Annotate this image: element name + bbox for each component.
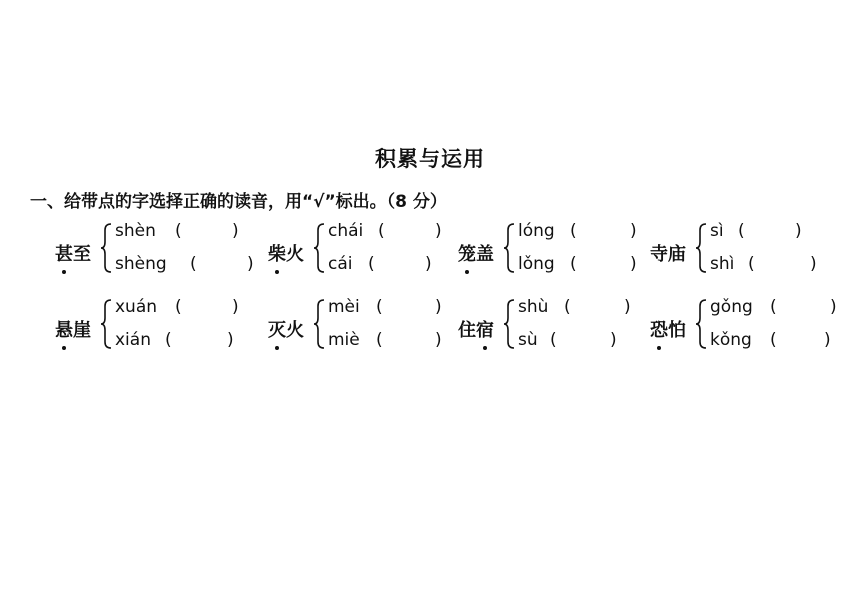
word-char-dotted: 宿 bbox=[476, 316, 494, 342]
pinyin-option[interactable]: sì ( ) bbox=[710, 221, 802, 241]
word-char-dotted: 悬 bbox=[55, 316, 73, 342]
brace-icon bbox=[503, 222, 515, 274]
pinyin-option[interactable]: shì ( ) bbox=[710, 254, 817, 274]
pinyin-item bbox=[55, 294, 255, 364]
pinyin-option[interactable]: mèi ( ) bbox=[328, 297, 442, 317]
pinyin-option[interactable]: chái ( ) bbox=[328, 221, 442, 241]
word-char-dotted: 柴 bbox=[268, 240, 286, 266]
word-char: 崖 bbox=[73, 320, 91, 341]
item-word bbox=[55, 316, 91, 342]
word-char-dotted: 恐 bbox=[650, 316, 668, 342]
pinyin-option[interactable]: miè ( ) bbox=[328, 330, 442, 350]
item-word bbox=[268, 316, 304, 342]
word-char: 寺 bbox=[650, 244, 668, 265]
word-char-dotted: 灭 bbox=[268, 316, 286, 342]
pinyin-item bbox=[458, 294, 638, 364]
brace-icon bbox=[313, 222, 325, 274]
section-title: 积累与运用 bbox=[375, 147, 485, 171]
item-word bbox=[650, 316, 686, 342]
brace-icon bbox=[503, 298, 515, 350]
pinyin-item bbox=[268, 294, 448, 364]
pinyin-option[interactable]: gǒng ( ) bbox=[710, 297, 837, 317]
brace-icon bbox=[313, 298, 325, 350]
word-char: 庙 bbox=[668, 244, 686, 265]
word-char-dotted: 甚 bbox=[55, 240, 73, 266]
pinyin-item bbox=[650, 218, 830, 288]
word-char-dotted: 笼 bbox=[458, 240, 476, 266]
pinyin-option[interactable]: kǒng ( ) bbox=[710, 330, 831, 350]
item-word bbox=[458, 240, 494, 266]
word-char: 盖 bbox=[476, 244, 494, 265]
question-instruction: 一、给带点的字选择正确的读音，用“√”标出。（8 分） bbox=[30, 192, 447, 212]
pinyin-item bbox=[458, 218, 638, 288]
word-char: 火 bbox=[286, 320, 304, 341]
word-char: 住 bbox=[458, 320, 476, 341]
brace-icon bbox=[695, 298, 707, 350]
item-word bbox=[458, 316, 494, 342]
pinyin-item bbox=[268, 218, 448, 288]
pinyin-option[interactable]: shù ( ) bbox=[518, 297, 631, 317]
item-word bbox=[268, 240, 304, 266]
pinyin-option[interactable]: cái ( ) bbox=[328, 254, 432, 274]
pinyin-option[interactable]: shèng ( ) bbox=[115, 254, 254, 274]
pinyin-option[interactable]: sù ( ) bbox=[518, 330, 617, 350]
pinyin-item bbox=[55, 218, 260, 288]
pinyin-option[interactable]: shèn ( ) bbox=[115, 221, 239, 241]
pinyin-item bbox=[650, 294, 840, 364]
pinyin-option[interactable]: lóng ( ) bbox=[518, 221, 637, 241]
item-word bbox=[55, 240, 91, 266]
word-char: 火 bbox=[286, 244, 304, 265]
word-char: 至 bbox=[73, 244, 91, 265]
brace-icon bbox=[695, 222, 707, 274]
item-word bbox=[650, 240, 686, 266]
brace-icon bbox=[100, 298, 112, 350]
word-char: 怕 bbox=[668, 320, 686, 341]
pinyin-option[interactable]: lǒng ( ) bbox=[518, 254, 637, 274]
pinyin-option[interactable]: xuán ( ) bbox=[115, 297, 239, 317]
pinyin-option[interactable]: xián ( ) bbox=[115, 330, 234, 350]
brace-icon bbox=[100, 222, 112, 274]
